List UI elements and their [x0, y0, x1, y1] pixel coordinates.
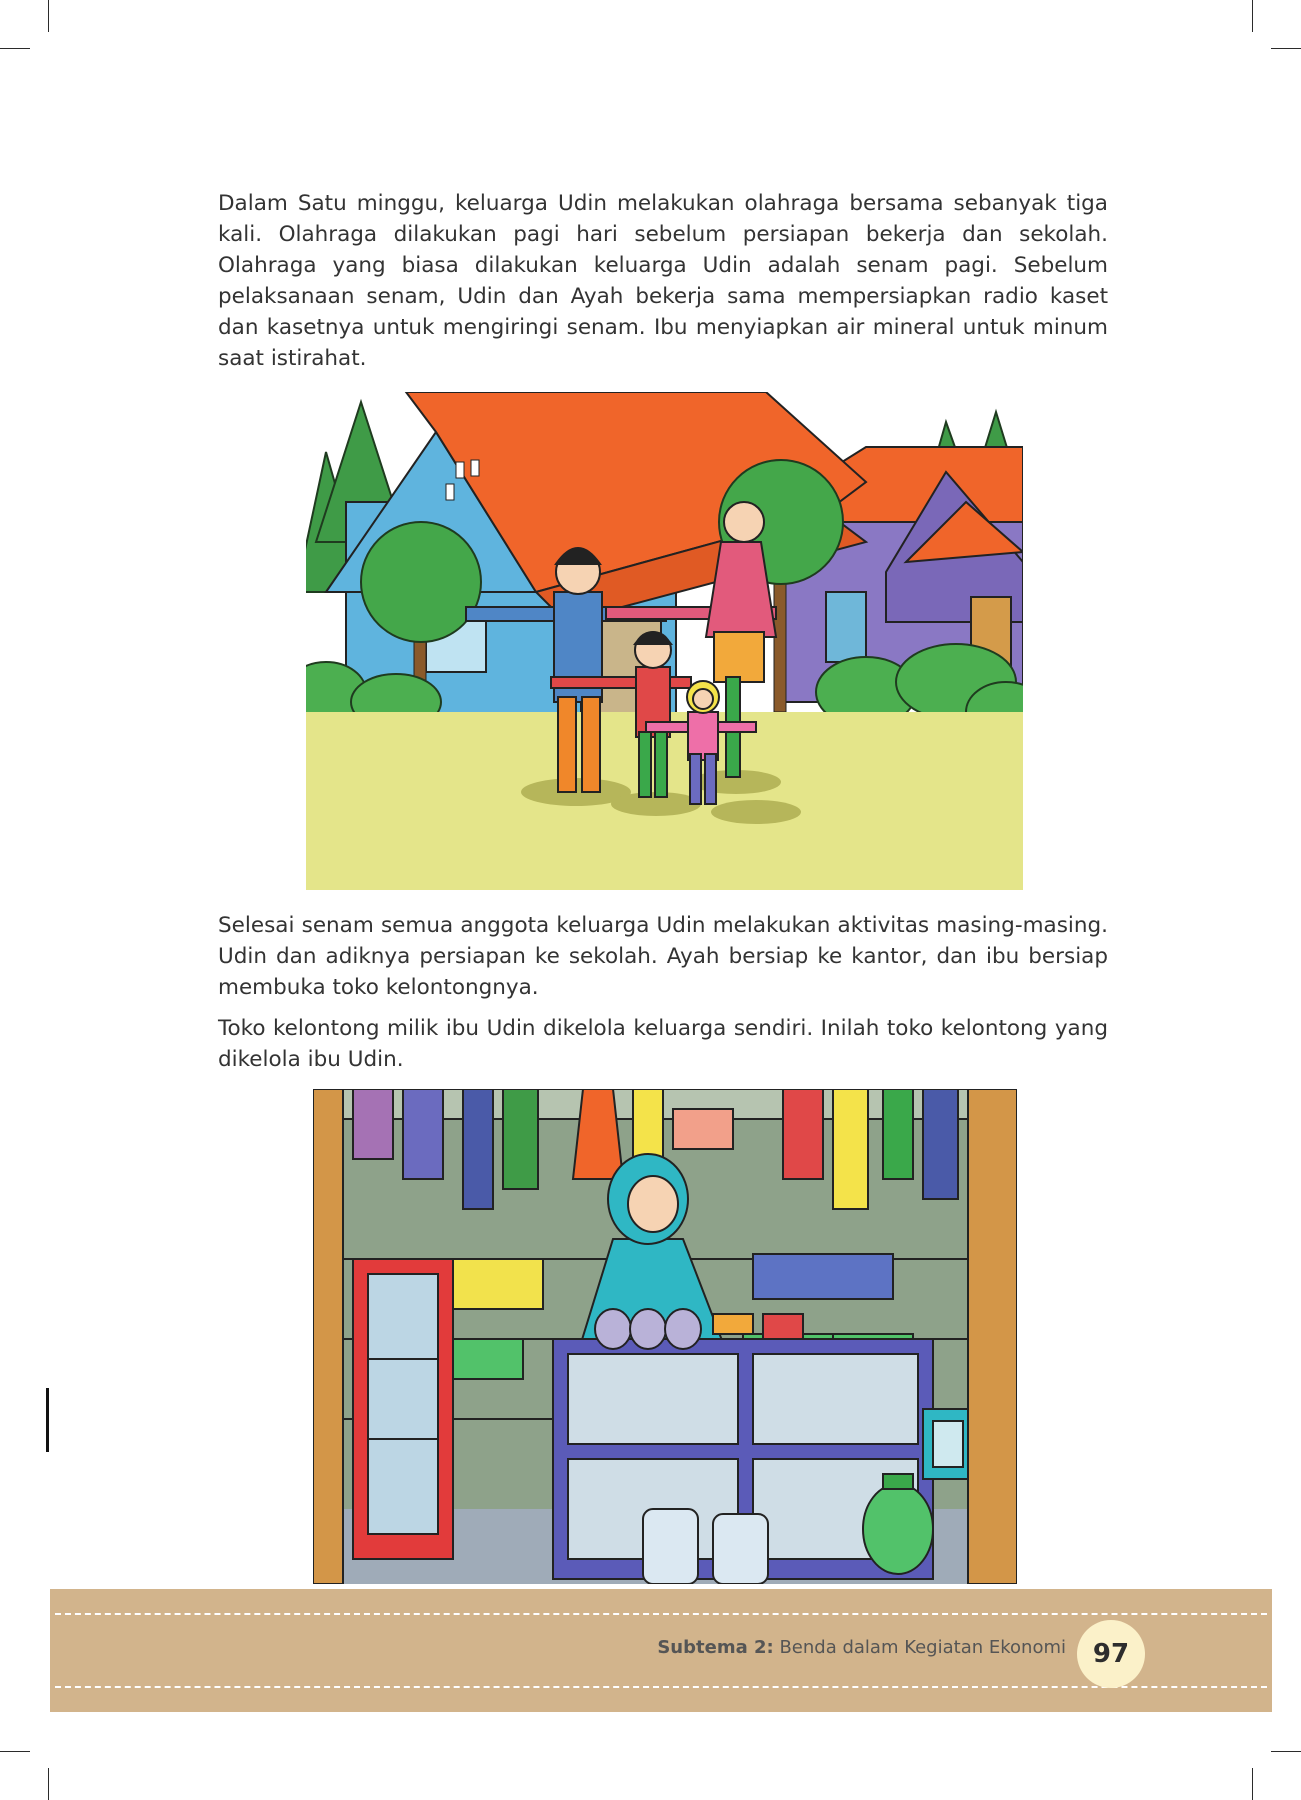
paragraph-activities: Selesai senam semua anggota keluarga Udin melakukan aktivitas masing-masing. Udin dan adiknya persiapan ke sekolah. Ayah bersiap ke kantor, dan ibu bersiap membuka toko kelontongnya. — [218, 913, 1108, 1000]
lantern — [923, 1409, 973, 1479]
crop-mark — [48, 0, 49, 32]
family-exercise-illustration — [306, 392, 1023, 890]
crop-mark — [0, 48, 30, 49]
paragraph-exercise: Dalam Satu minggu, keluarga Udin melakukan olahraga bersama sebanyak tiga kali. Olahraga dilakukan pagi hari sebelum persiapan bekerja dan sekolah. Olahraga yang biasa dilakukan keluarga Udin adalah senam pagi. Sebelum pelaksanaan senam, Udin dan Ayah bekerja sama mempersiapkan radio kaset dan kasetnya untuk mengiringi senam. Ibu menyiapkan air mineral untuk minum saat istirahat. — [218, 191, 1108, 371]
grocery-store-illustration — [313, 1089, 1017, 1584]
display-fridge — [353, 1259, 453, 1559]
crop-mark — [1252, 1768, 1253, 1800]
footer-dash-bottom — [55, 1686, 1267, 1688]
crop-mark — [1271, 48, 1301, 49]
paragraph-store: Toko kelontong milik ibu Udin dikelola keluarga sendiri. Inilah toko kelontong yang dikelola ibu Udin. — [218, 1016, 1108, 1072]
crop-mark — [48, 1768, 49, 1800]
crop-mark — [0, 1751, 30, 1752]
crop-mark — [1271, 1751, 1301, 1752]
footer-dash-top — [55, 1613, 1267, 1615]
footer-subtheme — [657, 1637, 1066, 1658]
crop-mark — [1252, 0, 1253, 32]
subtheme-label: Subtema 2: — [657, 1637, 774, 1658]
subtheme-title: Benda dalam Kegiatan Ekonomi — [779, 1637, 1066, 1658]
page-number: 97 — [1077, 1620, 1145, 1688]
binding-mark — [46, 1388, 49, 1452]
